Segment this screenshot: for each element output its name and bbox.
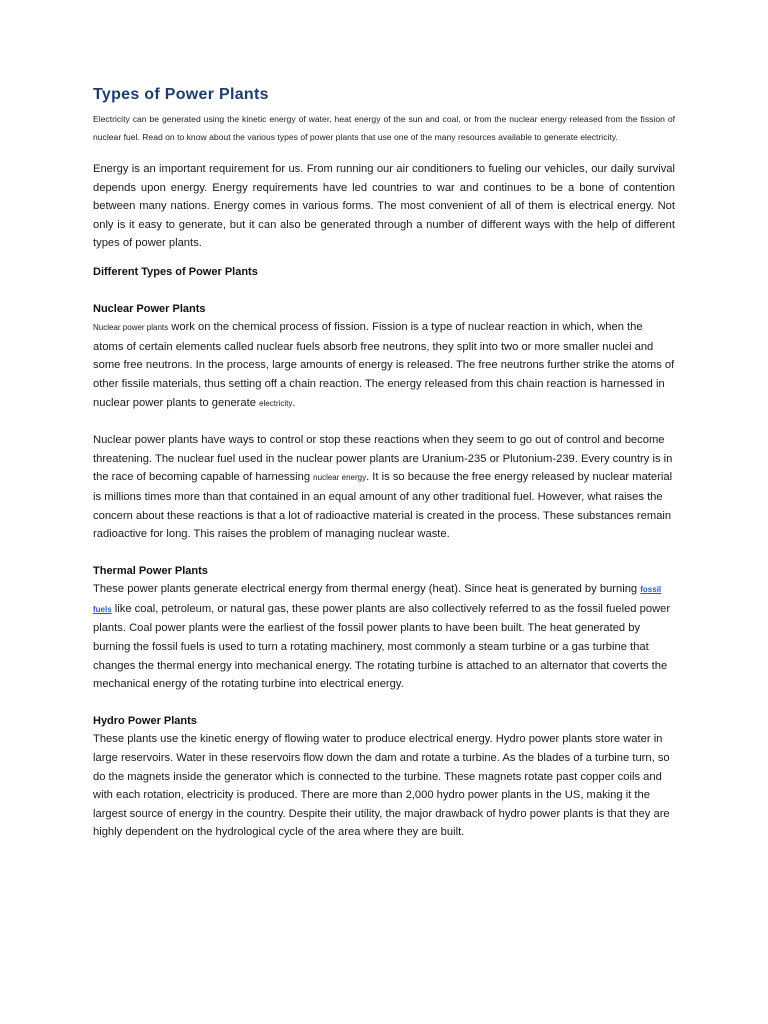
nuclear-paragraph-1-text: work on the chemical process of fission. Fission is a type of nuclear reaction in which, when the atoms of certain elements called nuclear fuels absorb free neutrons, they split into two or more smaller nuclei and some free neutrons. In the process, large amounts of energy is released. The free neutrons further strike the atoms of other fissile materials, thus setting off a chain reaction. The energy released from this chain reaction is harnessed in nuclear power plants to generate — [93, 321, 675, 409]
nuclear-energy-term: nuclear energy — [313, 473, 367, 483]
spacer — [93, 282, 675, 300]
thermal-heading: Thermal Power Plants — [93, 564, 208, 577]
nuclear-paragraph-1-end: . — [292, 396, 296, 409]
electricity-term: electricity — [259, 398, 293, 408]
spacer — [93, 413, 675, 431]
thermal-paragraph-rest: like coal, petroleum, or natural gas, these power plants are also collectively referred to as the fossil fueled power plants. Coal power plants were the earliest of the fossil power plants to have been built. The heat generated by burning the fossil fuels is used to turn a rotating machinery, most commonly a steam turbine or a gas turbine that changes the thermal energy into mechanical energy. The rotating turbine is attached to an alternator that coverts the mechanical energy of the rotating turbine into electrical energy. — [93, 602, 671, 691]
article-body — [93, 86, 675, 842]
lead-paragraph: Energy is an important requirement for us. From running our air conditioners to fueling our vehicles, our daily survival depends upon energy. Energy requirements have led countries to war and continues to be a bone of contention between many nations. Energy comes in various forms. The most convenient of all of them is electrical energy. Not only is it easy to generate, but it can also be generated through a number of different ways with the help of different types of power plants. — [93, 163, 675, 250]
overview-heading: Different Types of Power Plants — [93, 265, 258, 278]
hydro-paragraph: These plants use the kinetic energy of flowing water to produce electrical energy. Hydro power plants store water in large reservoirs. Water in these reservoirs flow down the dam and rotate a turbine. As the blades of a turbine turn, so do the magnets inside the generator which is connected to the turbine. These magnets rotate past copper coils and with each rotation, electricity is produced. There are more than 2,000 hydro power plants in the US, making it the largest source of energy in the country. Despite their utility, the major drawback of hydro power plants is that they are highly dependent on the hydrological cycle of the area where they are built. — [93, 733, 670, 839]
hydro-heading: Hydro Power Plants — [93, 714, 197, 727]
thermal-paragraph — [93, 580, 675, 694]
spacer — [93, 253, 675, 263]
nuclear-heading: Nuclear Power Plants — [93, 302, 206, 315]
fossil-fuels-link[interactable]: fossil fuels — [93, 585, 662, 614]
spacer — [93, 544, 675, 562]
nuclear-paragraph-1 — [93, 318, 675, 413]
intro-summary: Electricity can be generated using the kinetic energy of water, heat energy of the sun and coal, or from the nuclear energy released from the fission of nuclear fuel. Read on to know about the various types of power plants that use one of the many resources available to generate electricity. — [93, 114, 675, 142]
nuclear-power-plants-term: Nuclear power plants — [93, 323, 169, 333]
page-title: Types of Power Plants — [93, 86, 269, 103]
spacer — [93, 694, 675, 712]
nuclear-paragraph-2-rest: . It is so because the free energy released by nuclear material is millions times more than that contained in an equal amount of any other traditional fuel. However, what raises the concern about these reactions is that a lot of radioactive material is created in the process. These substances remain radioactive for long. This raises the problem of managing nuclear waste. — [93, 471, 673, 541]
thermal-paragraph-start: These power plants generate electrical energy from thermal energy (heat). Since heat is generated by burning — [93, 583, 641, 596]
nuclear-paragraph-2-text: Nuclear power plants have ways to control or stop these reactions when they seem to go out of control and become threatening. The nuclear fuel used in the nuclear power plants are Uranium-235 or Plutonium-239. Every country is in the race of becoming capable of harnessing — [93, 434, 673, 484]
nuclear-paragraph-2 — [93, 431, 675, 544]
